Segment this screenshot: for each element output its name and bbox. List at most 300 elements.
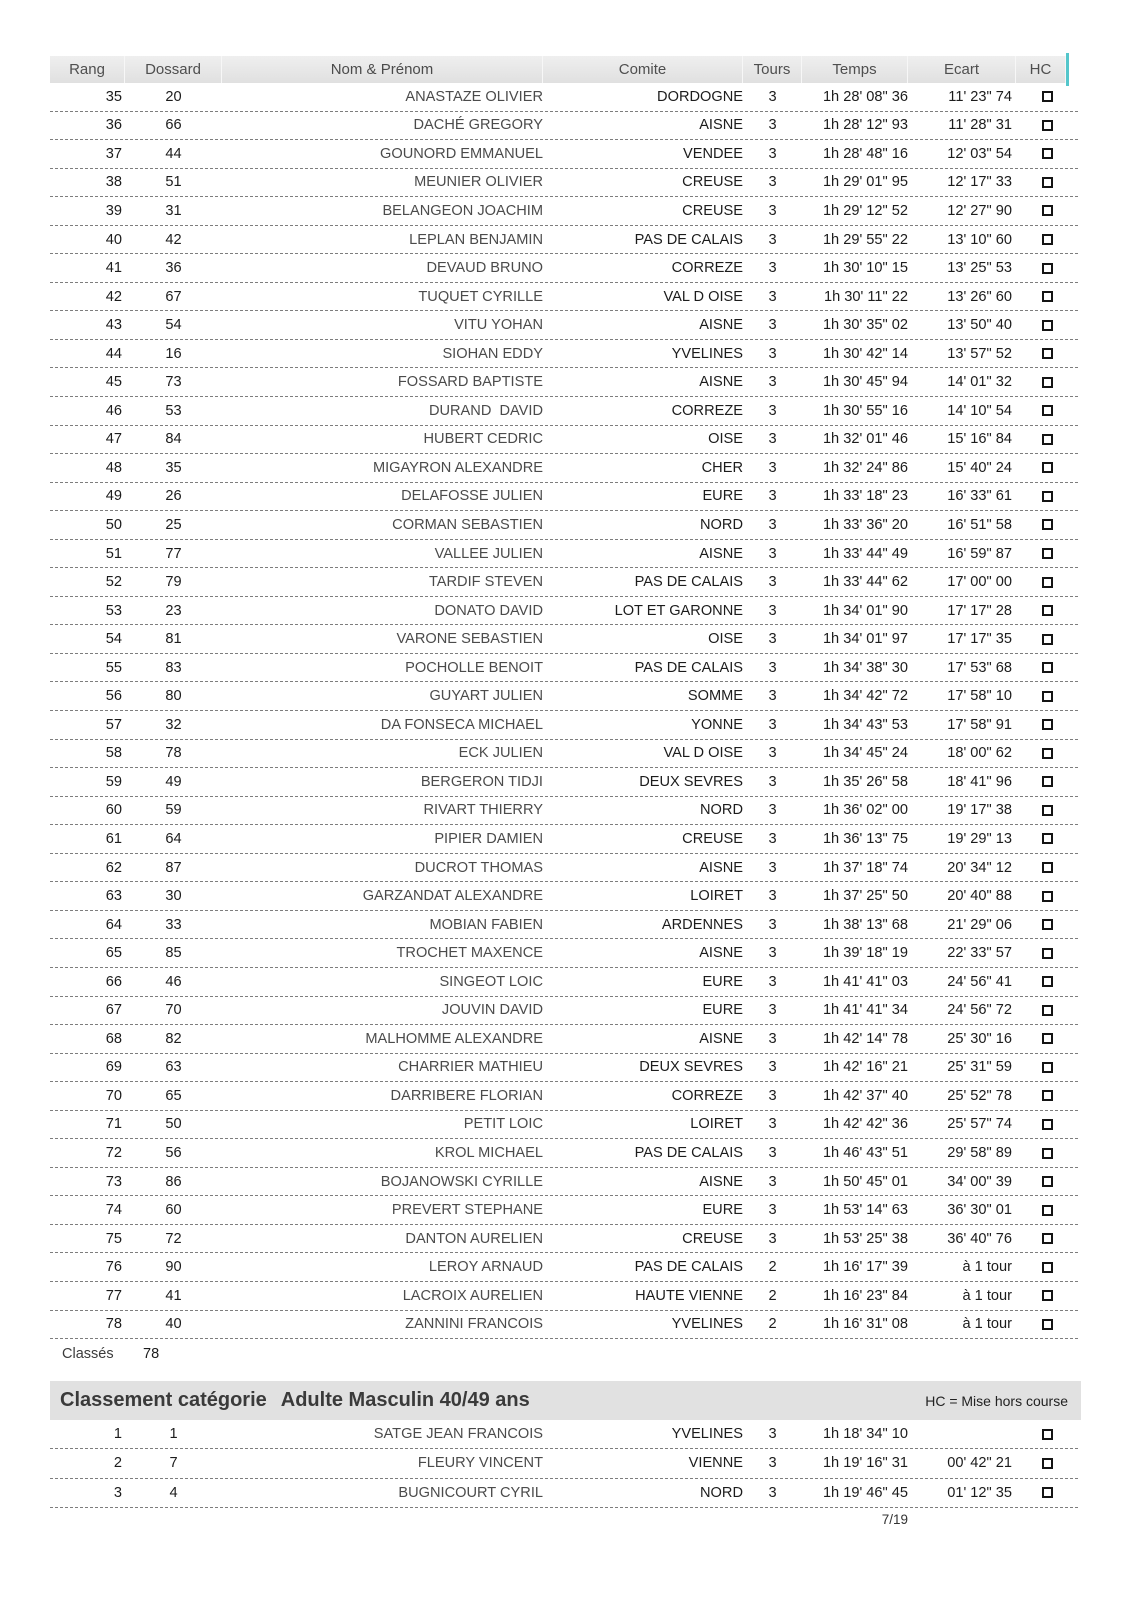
gap-cell: 36' 40" 76 xyxy=(947,1230,1012,1247)
gap-cell: 11' 28" 31 xyxy=(948,117,1012,134)
laps-cell: 3 xyxy=(768,231,777,248)
rank-cell: 2 xyxy=(113,1455,122,1472)
bib-cell: 84 xyxy=(165,431,182,448)
hc-cell xyxy=(1016,148,1078,159)
hc-checkbox-icon xyxy=(1042,919,1053,930)
bib-cell: 51 xyxy=(165,174,182,191)
hc-checkbox-icon xyxy=(1042,491,1053,502)
gap-cell: 25' 52" 78 xyxy=(947,1087,1012,1104)
table-row xyxy=(50,511,1078,540)
hc-checkbox-icon xyxy=(1042,719,1053,730)
bib-cell: 4 xyxy=(169,1484,178,1501)
committee-cell: DEUX SEVRES xyxy=(639,1059,743,1076)
rank-cell: 72 xyxy=(105,1145,122,1161)
time-cell: 1h 33' 36" 20 xyxy=(822,516,908,533)
laps-cell: 3 xyxy=(768,1145,777,1161)
hc-cell xyxy=(1016,691,1078,702)
time-cell: 1h 30' 10" 15 xyxy=(822,260,908,277)
time-cell: 1h 28' 48" 16 xyxy=(822,145,908,162)
hc-checkbox-icon xyxy=(1042,1290,1053,1301)
laps-cell: 2 xyxy=(768,1287,777,1304)
rank-cell: 53 xyxy=(105,602,122,619)
table-row xyxy=(50,1479,1078,1508)
bib-cell: 73 xyxy=(165,374,182,391)
time-cell: 1h 28' 08" 36 xyxy=(822,88,908,105)
time-cell: 1h 42' 16" 21 xyxy=(822,1059,908,1076)
committee-cell: AISNE xyxy=(699,374,743,391)
name-cell: BERGERON TIDJI xyxy=(420,773,543,790)
gap-cell: 13' 26" 60 xyxy=(947,288,1012,305)
laps-cell: 3 xyxy=(768,1202,777,1219)
table-row xyxy=(50,426,1078,455)
hc-checkbox-icon xyxy=(1042,263,1053,274)
rank-cell: 78 xyxy=(105,1316,122,1333)
table-row xyxy=(50,740,1078,769)
table-row xyxy=(50,597,1078,626)
hc-checkbox-icon xyxy=(1042,462,1053,473)
time-cell: 1h 34' 01" 97 xyxy=(822,631,908,648)
bib-cell: 26 xyxy=(165,488,182,505)
rank-cell: 54 xyxy=(105,631,122,648)
committee-cell: YVELINES xyxy=(671,1426,743,1443)
time-cell: 1h 18' 34" 10 xyxy=(822,1426,908,1443)
committee-cell: NORD xyxy=(700,1484,743,1501)
hc-checkbox-icon xyxy=(1042,805,1053,816)
time-cell: 1h 34' 42" 72 xyxy=(822,688,908,705)
name-cell: TROCHET MAXENCE xyxy=(396,945,543,962)
rank-cell: 75 xyxy=(105,1230,122,1247)
committee-cell: AISNE xyxy=(699,945,743,962)
category-header-bar xyxy=(50,1381,1081,1420)
column-header-nom: Nom & Prénom xyxy=(222,56,543,83)
name-cell: GUYART JULIEN xyxy=(429,688,543,705)
committee-cell: YONNE xyxy=(691,716,743,733)
gap-cell: 25' 57" 74 xyxy=(947,1116,1012,1133)
table-row xyxy=(50,968,1078,997)
gap-cell: 19' 17" 38 xyxy=(947,802,1012,819)
rank-cell: 51 xyxy=(105,545,122,562)
laps-cell: 3 xyxy=(768,574,777,591)
hc-cell xyxy=(1016,862,1078,873)
hc-cell xyxy=(1016,462,1078,473)
hc-checkbox-icon xyxy=(1042,833,1053,844)
table-row xyxy=(50,454,1078,483)
rank-cell: 35 xyxy=(105,88,122,105)
committee-cell: AISNE xyxy=(699,117,743,134)
committee-cell: PAS DE CALAIS xyxy=(634,1259,743,1276)
name-cell: BOJANOWSKI CYRILLE xyxy=(380,1173,543,1190)
gap-cell: 17' 00" 00 xyxy=(947,574,1012,591)
time-cell: 1h 34' 01" 90 xyxy=(822,602,908,619)
name-cell: DACHÉ GREGORY xyxy=(413,117,543,134)
committee-cell: AISNE xyxy=(699,859,743,876)
table-row xyxy=(50,254,1078,283)
laps-cell: 3 xyxy=(768,631,777,648)
table-row xyxy=(50,1420,1078,1449)
hc-checkbox-icon xyxy=(1042,320,1053,331)
time-cell: 1h 53' 14" 63 xyxy=(822,1202,908,1219)
hc-checkbox-icon xyxy=(1042,377,1053,388)
rank-cell: 67 xyxy=(105,1002,122,1019)
name-cell: RIVART THIERRY xyxy=(423,802,543,819)
rank-cell: 39 xyxy=(105,202,122,219)
hc-checkbox-icon xyxy=(1042,1262,1053,1273)
time-cell: 1h 36' 02" 00 xyxy=(822,802,908,819)
bib-cell: 78 xyxy=(165,745,182,762)
laps-cell: 3 xyxy=(768,288,777,305)
time-cell: 1h 33' 44" 49 xyxy=(822,545,908,562)
table-row xyxy=(50,1168,1078,1197)
classified-summary xyxy=(50,1346,1078,1364)
bib-cell: 44 xyxy=(165,145,182,162)
name-cell: SIOHAN EDDY xyxy=(442,345,543,362)
rank-cell: 45 xyxy=(105,374,122,391)
bib-cell: 90 xyxy=(165,1259,182,1276)
rank-cell: 71 xyxy=(105,1116,122,1133)
table-row xyxy=(50,1111,1078,1140)
hc-cell xyxy=(1016,434,1078,445)
table-row xyxy=(50,768,1078,797)
time-cell: 1h 30' 11" 22 xyxy=(824,288,908,305)
name-cell: KROL MICHAEL xyxy=(434,1145,543,1161)
rank-cell: 38 xyxy=(105,174,122,191)
hc-checkbox-icon xyxy=(1042,234,1053,245)
category-title xyxy=(60,1389,530,1412)
committee-cell: CHER xyxy=(701,459,743,476)
rank-cell: 3 xyxy=(113,1484,122,1501)
time-cell: 1h 50' 45" 01 xyxy=(822,1173,908,1190)
name-cell: MIGAYRON ALEXANDRE xyxy=(372,459,543,476)
hc-cell xyxy=(1016,1005,1078,1016)
gap-cell: 36' 30" 01 xyxy=(947,1202,1012,1219)
hc-checkbox-icon xyxy=(1042,976,1053,987)
bib-cell: 59 xyxy=(165,802,182,819)
laps-cell: 3 xyxy=(768,345,777,362)
table-row xyxy=(50,483,1078,512)
hc-cell xyxy=(1016,405,1078,416)
bib-cell: 25 xyxy=(165,516,182,533)
committee-cell: PAS DE CALAIS xyxy=(634,659,743,676)
laps-cell: 3 xyxy=(768,545,777,562)
laps-cell: 3 xyxy=(768,431,777,448)
gap-cell: 14' 10" 54 xyxy=(947,402,1012,419)
table-row xyxy=(50,1449,1078,1478)
bib-cell: 20 xyxy=(165,88,182,105)
name-cell: DELAFOSSE JULIEN xyxy=(401,488,543,505)
time-cell: 1h 35' 26" 58 xyxy=(822,773,908,790)
name-cell: DONATO DAVID xyxy=(434,602,543,619)
rank-cell: 76 xyxy=(105,1259,122,1276)
hc-cell xyxy=(1016,1262,1078,1273)
hc-checkbox-icon xyxy=(1042,1148,1053,1159)
committee-cell: VAL D OISE xyxy=(663,745,743,762)
bib-cell: 54 xyxy=(165,317,182,334)
time-cell: 1h 34' 38" 30 xyxy=(822,659,908,676)
time-cell: 1h 16' 17" 39 xyxy=(822,1259,908,1276)
gap-cell: 17' 58" 91 xyxy=(947,716,1012,733)
gap-cell: 16' 59" 87 xyxy=(947,545,1012,562)
time-cell: 1h 42' 42" 36 xyxy=(822,1116,908,1133)
committee-cell: EURE xyxy=(702,1202,743,1219)
rank-cell: 41 xyxy=(105,260,122,277)
table-row xyxy=(50,140,1078,169)
laps-cell: 3 xyxy=(768,88,777,105)
bib-cell: 56 xyxy=(165,1145,182,1161)
time-cell: 1h 29' 12" 52 xyxy=(822,202,908,219)
column-header-comite: Comite xyxy=(543,56,743,83)
name-cell: FLEURY VINCENT xyxy=(417,1455,543,1472)
hc-checkbox-icon xyxy=(1042,91,1053,102)
committee-cell: DORDOGNE xyxy=(657,88,743,105)
laps-cell: 3 xyxy=(768,1087,777,1104)
column-header-rang: Rang xyxy=(50,56,125,83)
table-row xyxy=(50,340,1078,369)
committee-cell: OISE xyxy=(708,631,743,648)
laps-cell: 3 xyxy=(768,202,777,219)
time-cell: 1h 16' 23" 84 xyxy=(822,1287,908,1304)
name-cell: MALHOMME ALEXANDRE xyxy=(365,1030,543,1047)
committee-cell: AISNE xyxy=(699,1173,743,1190)
rank-cell: 37 xyxy=(105,145,122,162)
laps-cell: 3 xyxy=(768,1455,777,1472)
hc-cell xyxy=(1016,891,1078,902)
name-cell: DEVAUD BRUNO xyxy=(426,260,543,277)
laps-cell: 3 xyxy=(768,688,777,705)
name-cell: ANASTAZE OLIVIER xyxy=(405,88,543,105)
gap-cell: 17' 58" 10 xyxy=(947,688,1012,705)
hc-cell xyxy=(1016,320,1078,331)
hc-checkbox-icon xyxy=(1042,691,1053,702)
bib-cell: 72 xyxy=(165,1230,182,1247)
time-cell: 1h 37' 25" 50 xyxy=(822,888,908,905)
hc-checkbox-icon xyxy=(1042,948,1053,959)
committee-cell: ARDENNES xyxy=(661,916,743,933)
laps-cell: 3 xyxy=(768,888,777,905)
name-cell: GOUNORD EMMANUEL xyxy=(380,145,543,162)
time-cell: 1h 33' 44" 62 xyxy=(822,574,908,591)
bib-cell: 30 xyxy=(165,888,182,905)
category-title-label: Classement catégorie xyxy=(60,1389,267,1411)
time-cell: 1h 29' 01" 95 xyxy=(822,174,908,191)
name-cell: FOSSARD BAPTISTE xyxy=(397,374,543,391)
hc-cell xyxy=(1016,776,1078,787)
gap-cell: 11' 23" 74 xyxy=(948,88,1012,105)
time-cell: 1h 33' 18" 23 xyxy=(822,488,908,505)
time-cell: 1h 30' 35" 02 xyxy=(822,317,908,334)
results-table xyxy=(50,56,1078,1339)
gap-cell: 29' 58" 89 xyxy=(947,1145,1012,1161)
name-cell: DANTON AURELIEN xyxy=(405,1230,543,1247)
time-cell: 1h 28' 12" 93 xyxy=(822,117,908,134)
laps-cell: 3 xyxy=(768,1030,777,1047)
bib-cell: 53 xyxy=(165,402,182,419)
table-row xyxy=(50,1054,1078,1083)
committee-cell: VENDEE xyxy=(682,145,743,162)
rank-cell: 55 xyxy=(105,659,122,676)
rank-cell: 64 xyxy=(105,916,122,933)
time-cell: 1h 32' 01" 46 xyxy=(822,431,908,448)
name-cell: PREVERT STEPHANE xyxy=(391,1202,543,1219)
name-cell: DURAND DAVID xyxy=(428,402,543,419)
laps-cell: 3 xyxy=(768,945,777,962)
results-table-header xyxy=(50,56,1066,83)
laps-cell: 3 xyxy=(768,830,777,847)
table-row xyxy=(50,654,1078,683)
hc-cell xyxy=(1016,1205,1078,1216)
name-cell: ECK JULIEN xyxy=(458,745,543,762)
bib-cell: 50 xyxy=(165,1116,182,1133)
gap-cell: 13' 57" 52 xyxy=(947,345,1012,362)
table-row xyxy=(50,1282,1078,1311)
name-cell: TUQUET CYRILLE xyxy=(418,288,543,305)
hc-cell xyxy=(1016,1148,1078,1159)
table-row xyxy=(50,397,1078,426)
hc-checkbox-icon xyxy=(1042,748,1053,759)
committee-cell: DEUX SEVRES xyxy=(639,773,743,790)
column-header-hc: HC xyxy=(1016,56,1066,83)
committee-cell: LOIRET xyxy=(690,888,743,905)
gap-cell: 16' 33" 61 xyxy=(947,488,1012,505)
hc-legend: HC = Mise hors course xyxy=(925,1392,1068,1409)
hc-cell xyxy=(1016,1233,1078,1244)
hc-cell xyxy=(1016,976,1078,987)
bib-cell: 23 xyxy=(165,602,182,619)
bib-cell: 85 xyxy=(165,945,182,962)
name-cell: VALLEE JULIEN xyxy=(434,545,543,562)
gap-cell: 20' 34" 12 xyxy=(947,859,1012,876)
results-table-body xyxy=(50,83,1078,1339)
bib-cell: 7 xyxy=(169,1455,178,1472)
hc-cell xyxy=(1016,234,1078,245)
time-cell: 1h 42' 37" 40 xyxy=(822,1087,908,1104)
table-row xyxy=(50,1082,1078,1111)
committee-cell: NORD xyxy=(700,516,743,533)
hc-checkbox-icon xyxy=(1042,519,1053,530)
name-cell: BELANGEON JOACHIM xyxy=(382,202,543,219)
hc-checkbox-icon xyxy=(1042,120,1053,131)
hc-cell xyxy=(1016,291,1078,302)
laps-cell: 3 xyxy=(768,859,777,876)
bib-cell: 40 xyxy=(165,1316,182,1333)
table-row xyxy=(50,682,1078,711)
hc-cell xyxy=(1016,1458,1078,1469)
bib-cell: 32 xyxy=(165,716,182,733)
hc-checkbox-icon xyxy=(1042,1458,1053,1469)
rank-cell: 46 xyxy=(105,402,122,419)
hc-checkbox-icon xyxy=(1042,1176,1053,1187)
table-row xyxy=(50,797,1078,826)
committee-cell: AISNE xyxy=(699,545,743,562)
rank-cell: 68 xyxy=(105,1030,122,1047)
classified-label: Classés xyxy=(62,1346,114,1362)
hc-cell xyxy=(1016,491,1078,502)
time-cell: 1h 41' 41" 34 xyxy=(822,1002,908,1019)
hc-checkbox-icon xyxy=(1042,1033,1053,1044)
hc-checkbox-icon xyxy=(1042,1005,1053,1016)
hc-cell xyxy=(1016,948,1078,959)
bib-cell: 49 xyxy=(165,773,182,790)
rank-cell: 57 xyxy=(105,716,122,733)
gap-cell: 17' 17" 28 xyxy=(947,602,1012,619)
gap-cell: 14' 01" 32 xyxy=(947,374,1012,391)
gap-cell: 25' 31" 59 xyxy=(947,1059,1012,1076)
rank-cell: 49 xyxy=(105,488,122,505)
laps-cell: 3 xyxy=(768,802,777,819)
rank-cell: 48 xyxy=(105,459,122,476)
hc-cell xyxy=(1016,1090,1078,1101)
table-row xyxy=(50,939,1078,968)
laps-cell: 3 xyxy=(768,374,777,391)
gap-cell: 01' 12" 35 xyxy=(947,1484,1012,1501)
table-row xyxy=(50,854,1078,883)
hc-cell xyxy=(1016,805,1078,816)
gap-cell: à 1 tour xyxy=(962,1316,1012,1333)
name-cell: TARDIF STEVEN xyxy=(428,574,543,591)
gap-cell: 34' 00" 39 xyxy=(947,1173,1012,1190)
bib-cell: 42 xyxy=(165,231,182,248)
name-cell: JOUVIN DAVID xyxy=(441,1002,543,1019)
hc-cell xyxy=(1016,519,1078,530)
name-cell: PIPIER DAMIEN xyxy=(434,830,543,847)
committee-cell: VIENNE xyxy=(688,1455,743,1472)
committee-cell: CREUSE xyxy=(682,174,743,191)
name-cell: DA FONSECA MICHAEL xyxy=(380,716,543,733)
time-cell: 1h 34' 43" 53 xyxy=(822,716,908,733)
table-row xyxy=(50,1196,1078,1225)
hc-cell xyxy=(1016,348,1078,359)
rank-cell: 70 xyxy=(105,1087,122,1104)
hc-cell xyxy=(1016,634,1078,645)
bib-cell: 79 xyxy=(165,574,182,591)
hc-cell xyxy=(1016,919,1078,930)
bib-cell: 82 xyxy=(165,1030,182,1047)
committee-cell: SOMME xyxy=(687,688,743,705)
rank-cell: 63 xyxy=(105,888,122,905)
table-row xyxy=(50,1025,1078,1054)
hc-checkbox-icon xyxy=(1042,1062,1053,1073)
rank-cell: 50 xyxy=(105,516,122,533)
time-cell: 1h 19' 16" 31 xyxy=(822,1455,908,1472)
rank-cell: 65 xyxy=(105,945,122,962)
rank-cell: 69 xyxy=(105,1059,122,1076)
name-cell: VARONE SEBASTIEN xyxy=(396,631,543,648)
laps-cell: 3 xyxy=(768,260,777,277)
rank-cell: 73 xyxy=(105,1173,122,1190)
time-cell: 1h 16' 31" 08 xyxy=(822,1316,908,1333)
name-cell: LEROY ARNAUD xyxy=(428,1259,543,1276)
hc-cell xyxy=(1016,120,1078,131)
bib-cell: 77 xyxy=(165,545,182,562)
bib-cell: 31 xyxy=(165,202,182,219)
name-cell: PETIT LOIC xyxy=(463,1116,543,1133)
table-row xyxy=(50,83,1078,112)
time-cell: 1h 39' 18" 19 xyxy=(822,945,908,962)
committee-cell: PAS DE CALAIS xyxy=(634,574,743,591)
hc-cell xyxy=(1016,1119,1078,1130)
table-row xyxy=(50,197,1078,226)
name-cell: HUBERT CEDRIC xyxy=(423,431,543,448)
committee-cell: EURE xyxy=(702,1002,743,1019)
hc-cell xyxy=(1016,662,1078,673)
name-cell: MOBIAN FABIEN xyxy=(429,916,543,933)
name-cell: CORMAN SEBASTIEN xyxy=(392,516,543,533)
gap-cell: 18' 41" 96 xyxy=(947,773,1012,790)
name-cell: SATGE JEAN FRANCOIS xyxy=(373,1426,543,1443)
committee-cell: LOT ET GARONNE xyxy=(614,602,743,619)
hc-cell xyxy=(1016,1176,1078,1187)
category-table-body xyxy=(50,1420,1078,1508)
hc-cell xyxy=(1016,1319,1078,1330)
